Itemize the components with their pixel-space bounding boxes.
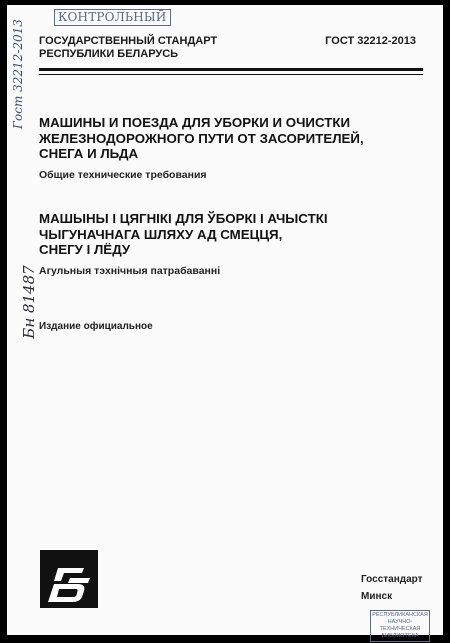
- title-by-line3: СНЕГУ І ЛЁДУ: [39, 242, 131, 257]
- library-stamp: [370, 610, 430, 642]
- subtitle-belarusian: Агульныя тэхнічныя патрабаванні: [39, 265, 221, 277]
- title-belarusian: [39, 211, 419, 258]
- edition-label: Издание официальное: [39, 321, 153, 332]
- handwritten-inventory-note: Бн 81487: [20, 265, 38, 339]
- publisher-name: Госстандарт: [361, 574, 423, 585]
- header-issuer-line1: ГОСУДАРСТВЕННЫЙ СТАНДАРТ: [39, 35, 218, 47]
- library-stamp-line1: РЕСПУБЛИКАНСКАЯ: [372, 612, 428, 618]
- subtitle-russian: Общие технические требования: [39, 169, 207, 181]
- header-issuer-line2: РЕСПУБЛИКИ БЕЛАРУСЬ: [39, 48, 179, 60]
- library-stamp-line3: БИБЛИОТЕКА: [381, 633, 419, 639]
- handwritten-standard-note: Гост 32212-2013: [11, 19, 25, 129]
- publisher-city: Минск: [361, 591, 393, 602]
- title-russian: [39, 115, 419, 162]
- title-ru-line3: СНЕГА И ЛЬДА: [39, 146, 139, 161]
- title-by-line1: МАШЫНЫ І ЦЯГНІКІ ДЛЯ ЎБОРКІ І АЧЫСТКІ: [39, 211, 328, 226]
- gosstandart-logo: [40, 550, 98, 608]
- header-rule-thin: [39, 74, 423, 75]
- header-rule-thick: [39, 68, 423, 71]
- title-ru-line2: ЖЕЛЕЗНОДОРОЖНОГО ПУТИ ОТ ЗАСОРИТЕЛЕЙ,: [39, 130, 364, 146]
- title-ru-line1: МАШИНЫ И ПОЕЗДА ДЛЯ УБОРКИ И ОЧИСТКИ: [39, 115, 351, 130]
- control-stamp: КОНТРОЛЬНЫЙ: [54, 9, 171, 26]
- standard-number: ГОСТ 32212-2013: [325, 35, 416, 47]
- header-issuer: [39, 35, 299, 61]
- library-stamp-line2: НАУЧНО-ТЕХНИЧЕСКАЯ: [379, 619, 421, 632]
- gosstandart-logo-icon: [40, 550, 98, 608]
- title-by-line2: ЧЫГУНАЧНАГА ШЛЯХУ АД СМЕЦЦЯ,: [39, 226, 283, 242]
- document-page: [7, 5, 443, 639]
